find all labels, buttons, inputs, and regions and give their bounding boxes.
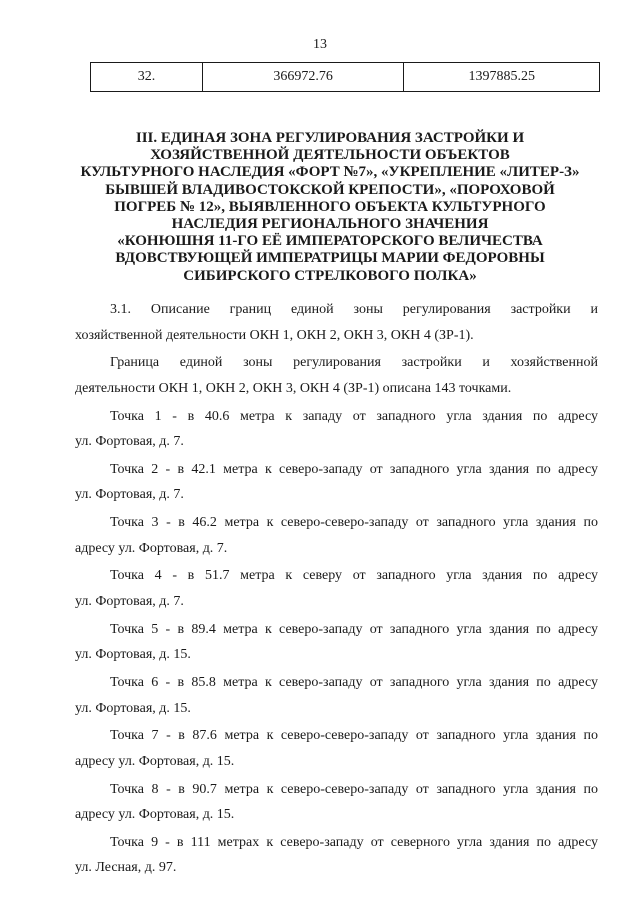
paragraph-line: хозяйственной деятельности ОКН 1, ОКН 2, ОКН 3, ОКН 4 (ЗР-1).: [75, 327, 474, 343]
paragraph-line: ул. Фортовая, д. 15.: [75, 647, 191, 663]
section-title-line: НАСЛЕДИЯ РЕГИОНАЛЬНОГО ЗНАЧЕНИЯ: [171, 216, 489, 233]
section-title-line: ХОЗЯЙСТВЕННОЙ ДЕЯТЕЛЬНОСТИ ОБЪЕКТОВ: [150, 147, 510, 164]
paragraph-line: ул. Лесная, д. 97.: [75, 860, 177, 876]
paragraph-line: Точка 1 - в 40.6 метра к западу от западного угла здания по адресу: [110, 408, 598, 424]
paragraph-line: Точка 5 - в 89.4 метра к северо-западу от западного угла здания по адресу: [110, 621, 598, 637]
paragraph-point-8: [75, 777, 598, 828]
paragraph-line: адресу ул. Фортовая, д. 15.: [75, 807, 235, 823]
document-body: [75, 297, 598, 883]
section-title-line: БЫВШЕЙ ВЛАДИВОСТОКСКОЙ КРЕПОСТИ», «ПОРОХОВОЙ: [105, 181, 555, 198]
paragraph-point-7: [75, 723, 598, 774]
paragraph-point-3: [75, 510, 598, 561]
coordinate-y-cell: 1397885.25: [404, 63, 600, 92]
paragraph-line: Точка 8 - в 90.7 метра к северо-северо-западу от западного угла здания по: [110, 781, 598, 797]
point-number-cell: 32.: [91, 63, 203, 92]
paragraph-line: ул. Фортовая, д. 7.: [75, 434, 184, 450]
paragraph-line: Точка 6 - в 85.8 метра к северо-западу от западного угла здания по адресу: [110, 674, 598, 690]
paragraph-line: Точка 7 - в 87.6 метра к северо-северо-западу от западного угла здания по: [110, 728, 598, 744]
section-title-line: СИБИРСКОГО СТРЕЛКОВОГО ПОЛКА»: [183, 267, 477, 284]
section-title-line: ВДОВСТВУЮЩЕЙ ИМПЕРАТРИЦЫ МАРИИ ФЕДОРОВНЫ: [115, 250, 545, 267]
paragraph-line: деятельности ОКН 1, ОКН 2, ОКН 3, ОКН 4 (ЗР-1) описана 143 точками.: [75, 380, 512, 396]
paragraph-point-2: [75, 457, 598, 508]
paragraph-point-5: [75, 617, 598, 668]
paragraph-point-9: [75, 830, 598, 881]
paragraph-line: адресу ул. Фортовая, д. 7.: [75, 540, 228, 556]
section-title-line: «КОНЮШНЯ 11-ГО ЕЁ ИМПЕРАТОРСКОГО ВЕЛИЧЕСТВА: [117, 233, 543, 250]
paragraph-line: Граница единой зоны регулирования застройки и хозяйственной: [110, 355, 598, 371]
paragraph-line: Точка 3 - в 46.2 метра к северо-северо-западу от западного угла здания по: [110, 515, 598, 531]
section-title-line: ПОГРЕБ № 12», ВЫЯВЛЕННОГО ОБЪЕКТА КУЛЬТУРНОГО: [114, 198, 546, 215]
paragraph-line: ул. Фортовая, д. 7.: [75, 487, 184, 503]
paragraph-line: ул. Фортовая, д. 7.: [75, 594, 184, 609]
coordinates-table: [90, 62, 600, 92]
paragraph-point-4: [75, 563, 598, 614]
paragraph-line: ул. Фортовая, д. 15.: [75, 700, 191, 716]
section-title: [60, 130, 600, 285]
paragraph-line: Точка 9 - в 111 метрах к северо-западу от северного угла здания по адресу: [110, 834, 598, 850]
section-title-line: III. ЕДИНАЯ ЗОНА РЕГУЛИРОВАНИЯ ЗАСТРОЙКИ И: [135, 130, 525, 146]
paragraph-line: 3.1. Описание границ единой зоны регулирования застройки и: [110, 302, 598, 317]
paragraph-point-6: [75, 670, 598, 721]
paragraph-line: Точка 4 - в 51.7 метра к северу от западного угла здания по адресу: [110, 568, 598, 584]
paragraph-boundary-summary: [75, 350, 598, 401]
paragraph-line: Точка 2 - в 42.1 метра к северо-западу от западного угла здания по адресу: [110, 461, 598, 477]
section-title-line: КУЛЬТУРНОГО НАСЛЕДИЯ «ФОРТ №7», «УКРЕПЛЕНИЕ «ЛИТЕР-З»: [80, 164, 580, 181]
table-row: [91, 63, 600, 92]
coordinate-x-cell: 366972.76: [202, 63, 403, 92]
paragraph-line: адресу ул. Фортовая, д. 15.: [75, 753, 235, 769]
paragraph-point-1: [75, 404, 598, 455]
paragraph-boundary-description: [75, 297, 598, 348]
page-number: 13: [313, 37, 327, 52]
